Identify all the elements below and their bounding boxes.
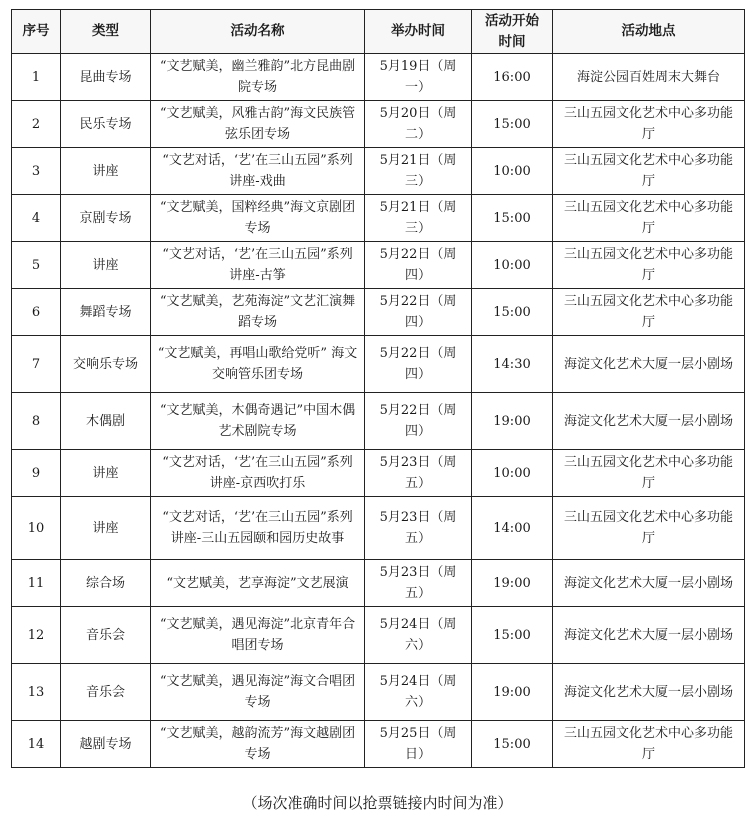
cell-venue: 三山五园文化艺术中心多功能厅: [553, 101, 745, 148]
cell-venue: 海淀公园百姓周末大舞台: [553, 54, 745, 101]
cell-time: 19:00: [472, 664, 553, 721]
cell-date: 5月21日（周三）: [365, 148, 472, 195]
cell-name: “文艺对话，‘艺’在三山五园”系列讲座-戏曲: [151, 148, 365, 195]
cell-date: 5月20日（周二）: [365, 101, 472, 148]
table-row: [12, 607, 745, 664]
cell-no: 9: [12, 450, 61, 497]
cell-venue: 三山五园文化艺术中心多功能厅: [553, 497, 745, 560]
table-row: [12, 289, 745, 336]
cell-venue: 海淀文化艺术大厦一层小剧场: [553, 336, 745, 393]
cell-date: 5月24日（周六）: [365, 607, 472, 664]
cell-type: 综合场: [61, 560, 151, 607]
table-row: [12, 721, 745, 768]
cell-no: 3: [12, 148, 61, 195]
table-row: [12, 54, 745, 101]
cell-no: 8: [12, 393, 61, 450]
cell-time: 10:00: [472, 242, 553, 289]
header-no: 序号: [12, 10, 61, 54]
table-row: [12, 393, 745, 450]
cell-date: 5月22日（周四）: [365, 336, 472, 393]
cell-name: “文艺赋美，风雅古韵”海文民族管弦乐团专场: [151, 101, 365, 148]
cell-time: 15:00: [472, 101, 553, 148]
cell-name: “文艺赋美，再唱山歌给党听” 海文交响管乐团专场: [151, 336, 365, 393]
table-row: [12, 560, 745, 607]
cell-type: 舞蹈专场: [61, 289, 151, 336]
cell-type: 音乐会: [61, 664, 151, 721]
cell-name: “文艺赋美，木偶奇遇记”中国木偶艺术剧院专场: [151, 393, 365, 450]
cell-no: 1: [12, 54, 61, 101]
cell-venue: 三山五园文化艺术中心多功能厅: [553, 195, 745, 242]
table-body: [12, 54, 745, 768]
table-row: [12, 195, 745, 242]
cell-time: 19:00: [472, 393, 553, 450]
cell-date: 5月23日（周五）: [365, 497, 472, 560]
cell-no: 5: [12, 242, 61, 289]
cell-time: 19:00: [472, 560, 553, 607]
cell-no: 13: [12, 664, 61, 721]
cell-date: 5月23日（周五）: [365, 560, 472, 607]
cell-time: 10:00: [472, 148, 553, 195]
cell-no: 4: [12, 195, 61, 242]
cell-no: 14: [12, 721, 61, 768]
cell-type: 讲座: [61, 148, 151, 195]
cell-venue: 海淀文化艺术大厦一层小剧场: [553, 664, 745, 721]
cell-date: 5月22日（周四）: [365, 289, 472, 336]
table-row: [12, 497, 745, 560]
cell-name: “文艺对话，‘艺’在三山五园”系列讲座-三山五园颐和园历史故事: [151, 497, 365, 560]
header-date: 举办时间: [365, 10, 472, 54]
cell-name: “文艺赋美，越韵流芳”海文越剧团专场: [151, 721, 365, 768]
cell-date: 5月21日（周三）: [365, 195, 472, 242]
table-row: [12, 242, 745, 289]
cell-time: 14:30: [472, 336, 553, 393]
cell-type: 越剧专场: [61, 721, 151, 768]
cell-type: 京剧专场: [61, 195, 151, 242]
cell-type: 民乐专场: [61, 101, 151, 148]
cell-no: 10: [12, 497, 61, 560]
cell-name: “文艺赋美，国粹经典”海文京剧团专场: [151, 195, 365, 242]
cell-time: 16:00: [472, 54, 553, 101]
cell-name: “文艺赋美，遇见海淀”北京青年合唱团专场: [151, 607, 365, 664]
table-row: [12, 148, 745, 195]
cell-name: “文艺赋美，艺享海淀”文艺展演: [151, 560, 365, 607]
footnote: （场次准确时间以抢票链接内时间为准）: [242, 794, 513, 812]
cell-name: “文艺赋美，遇见海淀”海文合唱团专场: [151, 664, 365, 721]
cell-venue: 三山五园文化艺术中心多功能厅: [553, 289, 745, 336]
cell-type: 交响乐专场: [61, 336, 151, 393]
table-row: [12, 336, 745, 393]
cell-name: “文艺对话，‘艺’在三山五园”系列讲座-古筝: [151, 242, 365, 289]
cell-no: 6: [12, 289, 61, 336]
cell-name: “文艺对话，‘艺’在三山五园”系列讲座-京西吹打乐: [151, 450, 365, 497]
cell-type: 昆曲专场: [61, 54, 151, 101]
cell-date: 5月22日（周四）: [365, 393, 472, 450]
cell-venue: 海淀文化艺术大厦一层小剧场: [553, 607, 745, 664]
cell-venue: 海淀文化艺术大厦一层小剧场: [553, 393, 745, 450]
cell-date: 5月22日（周四）: [365, 242, 472, 289]
cell-time: 14:00: [472, 497, 553, 560]
cell-venue: 三山五园文化艺术中心多功能厅: [553, 148, 745, 195]
table-row: [12, 101, 745, 148]
table-header-row: [12, 10, 745, 54]
cell-type: 木偶剧: [61, 393, 151, 450]
header-type: 类型: [61, 10, 151, 54]
cell-time: 15:00: [472, 721, 553, 768]
cell-time: 15:00: [472, 195, 553, 242]
cell-type: 讲座: [61, 497, 151, 560]
table-row: [12, 664, 745, 721]
cell-no: 12: [12, 607, 61, 664]
cell-date: 5月25日（周日）: [365, 721, 472, 768]
cell-name: “文艺赋美，艺苑海淀”文艺汇演舞蹈专场: [151, 289, 365, 336]
cell-time: 15:00: [472, 607, 553, 664]
cell-venue: 三山五园文化艺术中心多功能厅: [553, 242, 745, 289]
header-venue: 活动地点: [553, 10, 745, 54]
event-schedule-table: [11, 9, 745, 768]
header-name: 活动名称: [151, 10, 365, 54]
cell-no: 11: [12, 560, 61, 607]
table-row: [12, 450, 745, 497]
cell-type: 讲座: [61, 242, 151, 289]
cell-venue: 三山五园文化艺术中心多功能厅: [553, 721, 745, 768]
cell-date: 5月19日（周一）: [365, 54, 472, 101]
cell-venue: 海淀文化艺术大厦一层小剧场: [553, 560, 745, 607]
cell-venue: 三山五园文化艺术中心多功能厅: [553, 450, 745, 497]
cell-type: 音乐会: [61, 607, 151, 664]
cell-no: 7: [12, 336, 61, 393]
cell-no: 2: [12, 101, 61, 148]
cell-date: 5月24日（周六）: [365, 664, 472, 721]
cell-date: 5月23日（周五）: [365, 450, 472, 497]
cell-type: 讲座: [61, 450, 151, 497]
header-start-time: 活动开始时间: [472, 10, 553, 54]
cell-name: “文艺赋美，幽兰雅韵”北方昆曲剧院专场: [151, 54, 365, 101]
cell-time: 10:00: [472, 450, 553, 497]
cell-time: 15:00: [472, 289, 553, 336]
